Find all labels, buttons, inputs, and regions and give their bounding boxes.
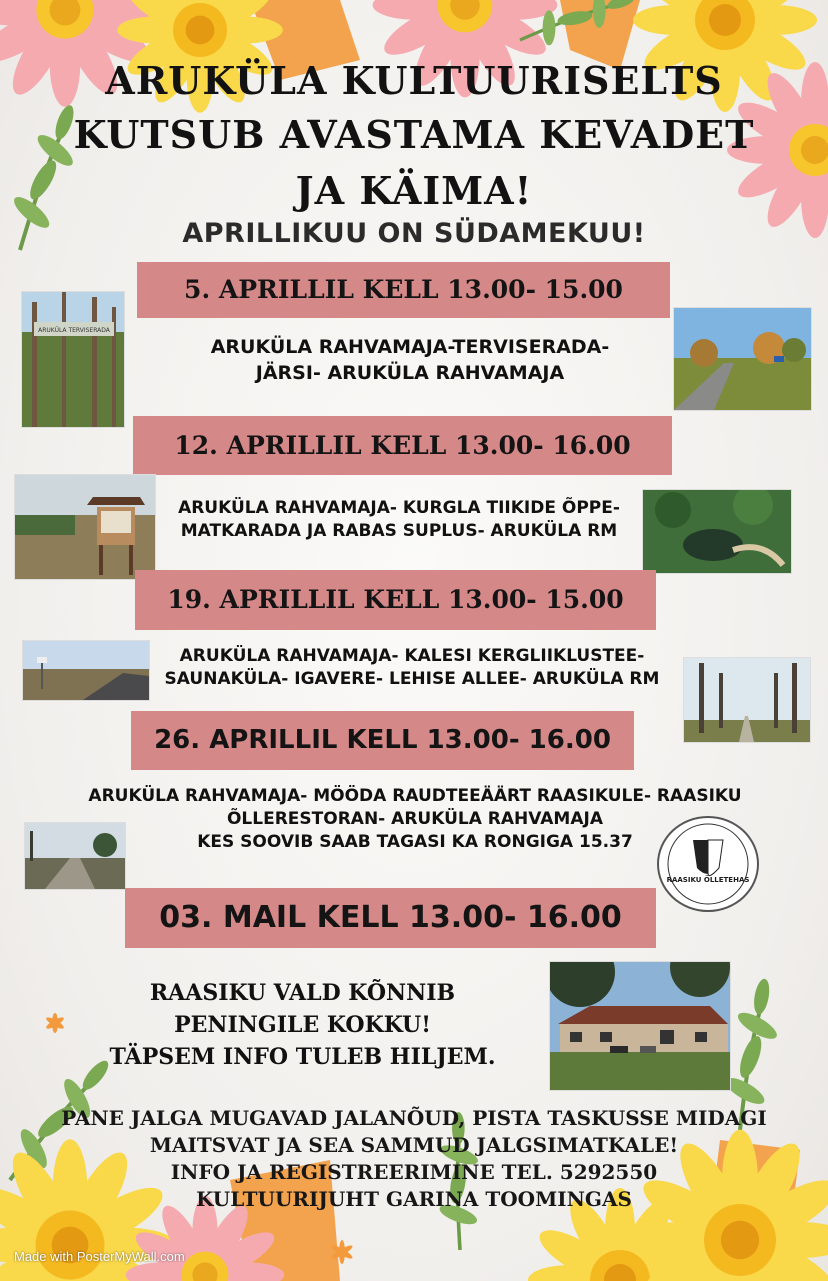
photo-country-road (673, 307, 812, 411)
event-5-line-3: TÄPSEM INFO TULEB HILJEM. (109, 1043, 496, 1070)
photo-sign-text: ARUKÜLA TERVISERADA (38, 327, 110, 334)
event-1-route-line-2: JÄRSI- ARUKÜLA RAHVAMAJA (255, 361, 565, 384)
event-1-route (140, 335, 680, 386)
postermywall-watermark[interactable]: Made with PosterMyWall.com (14, 1249, 185, 1264)
event-4-date-band: 26. APRILLIL KELL 13.00- 16.00 (131, 711, 634, 770)
event-3-route-line-1: ARUKÜLA RAHVAMAJA- KALESI KERGLIIKLUSTEE- (179, 646, 645, 666)
footer-phone-line: INFO JA REGISTREERIMINE TEL. 5292550 (170, 1160, 658, 1184)
event-5-line-2: PENINGILE KOKKU! (174, 1011, 431, 1038)
event-5-date-band: 03. MAIL KELL 13.00- 16.00 (125, 888, 656, 948)
event-5-line-1: RAASIKU VALD KÕNNIB (149, 980, 456, 1006)
title-line-3: JA KÄIMA! (295, 168, 533, 213)
title-line-2: KUTSUB AVASTAMA KEVADET (73, 112, 755, 157)
photo-rail-road (24, 822, 126, 890)
event-2-date-band: 12. APRILLIL KELL 13.00- 16.00 (133, 416, 672, 475)
brewery-logo-text: RAASIKU ÕLLETEHAS (666, 876, 750, 884)
title-line-1: ARUKÜLA KULTUURISELTS (105, 58, 723, 103)
event-4-route-line-3: KES SOOVIB SAAB TAGASI KA RONGIGA 15.37 (197, 831, 633, 852)
brewery-logo (657, 816, 759, 912)
photo-aerial-pond (642, 489, 792, 574)
event-1-date-band: 5. APRILLIL KELL 13.00- 15.00 (137, 262, 670, 318)
event-3-route-line-2: SAUNAKÜLA- IGAVERE- LEHISE ALLEE- ARUKÜLA RM (164, 668, 660, 689)
footer-info (40, 1105, 788, 1213)
subtitle: APRILLIKUU ON SÜDAMEKUU! (182, 218, 646, 249)
event-3-route (152, 645, 672, 691)
photo-tree-alley (683, 657, 811, 743)
footer-line-2: MAITSVAT JA SEA SAMMUD JALGSIMATKALE! (149, 1133, 679, 1157)
footer-line-1: PANE JALGA MUGAVAD JALANÕUD, PISTA TASKUSSE MIDAGI (61, 1106, 767, 1130)
event-1-route-line-1: ARUKÜLA RAHVAMAJA-TERVISERADA- (210, 336, 610, 358)
event-3-date-band: 19. APRILLIL KELL 13.00- 15.00 (135, 570, 656, 630)
footer-contact-line: KULTUURIJUHT GARINA TOOMINGAS (196, 1187, 632, 1211)
event-2-route (160, 497, 638, 543)
photo-forest-trail (21, 291, 125, 428)
event-2-route-line-1: ARUKÜLA RAHVAMAJA- KURGLA TIIKIDE ÕPPE- (178, 498, 620, 518)
event-4-route-line-2: ÕLLERESTORAN- ARUKÜLA RAHVAMAJA (226, 808, 603, 829)
event-5-info (100, 978, 505, 1074)
photo-info-board (14, 474, 156, 580)
event-4-route-line-1: ARUKÜLA RAHVAMAJA- MÖÖDA RAUDTEEÄÄRT RAASIKULE- RAASIKU (88, 786, 742, 806)
event-2-route-line-2: MATKARADA JA RABAS SUPLUS- ARUKÜLA RM (180, 520, 618, 541)
photo-bike-path (22, 640, 150, 701)
photo-restaurant-building (549, 961, 731, 1091)
